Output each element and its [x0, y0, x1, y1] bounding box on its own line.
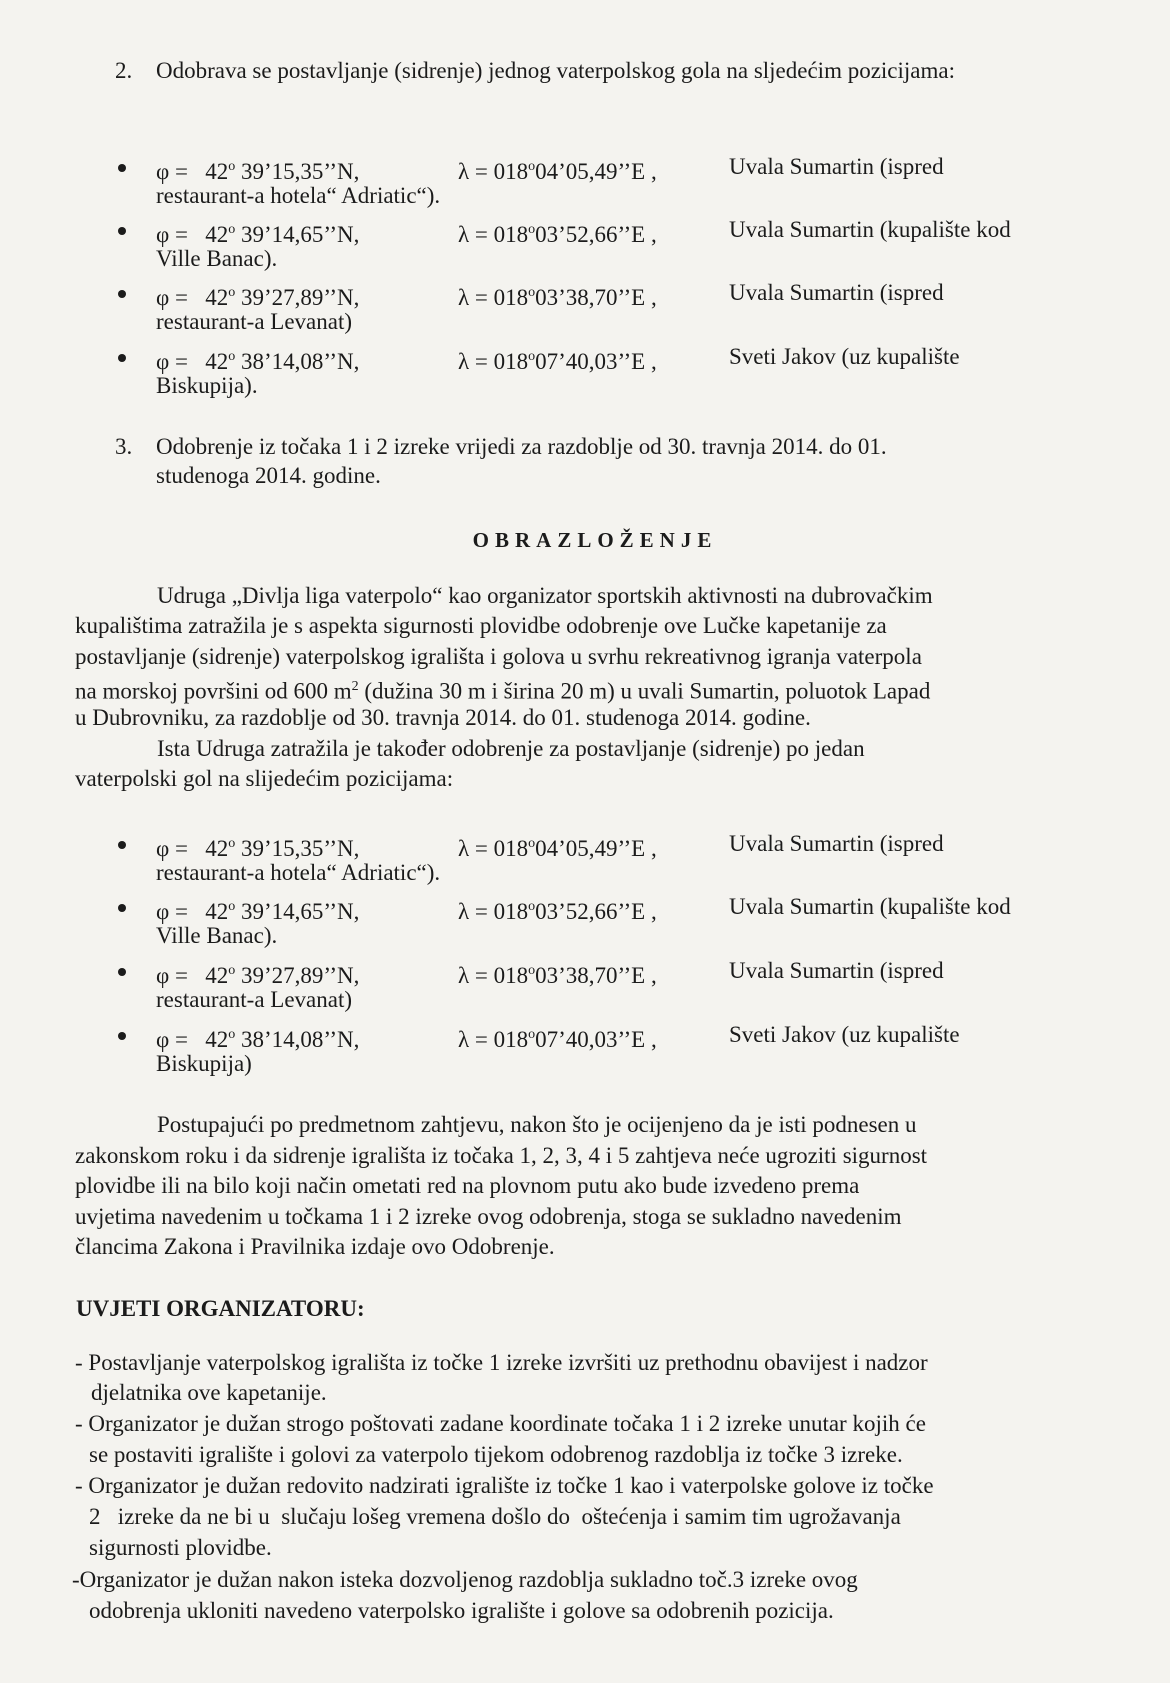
coordinate-row	[0, 956, 1170, 1016]
bullet-icon	[118, 354, 126, 362]
condition-line: se postaviti igralište i golovi za vaterpolo tijekom odobrenog razdoblja iz točke 3 izreke.	[89, 1442, 903, 1467]
location: Uvala Sumartin (kupalište kod	[729, 894, 1011, 919]
location-continued: restaurant-a Levanat)	[156, 987, 353, 1012]
paragraph-line: u Dubrovniku, za razdoblje od 30. travnja 2014. do 01. studenoga 2014. godine.	[75, 705, 811, 730]
paragraph-line: postavljanje (sidrenje) vaterpolskog igrališta i golova u svrhu rekreativnog igranja vaterpola	[75, 644, 922, 669]
paragraph-line: kupalištima zatražila je s aspekta sigurnosti plovidbe odobrenje ove Lučke kapetanije za	[75, 613, 887, 638]
latitude: φ = 42$^o$ 39’27,89’’N,	[156, 285, 360, 310]
paragraph-line: uvjetima navedenim u točkama 1 i 2 izreke ovog odobrenja, stoga se sukladno navedenim	[75, 1204, 902, 1229]
bullet-icon	[118, 227, 126, 235]
conditions-heading: UVJETI ORGANIZATORU:	[76, 1296, 365, 1321]
location: Uvala Sumartin (ispred	[729, 154, 944, 179]
item-2-text: Odobrava se postavljanje (sidrenje) jednog vaterpolskog gola na sljedećim pozicijama:	[156, 58, 955, 83]
paragraph-line: člancima Zakona i Pravilnika izdaje ovo Odobrenje.	[75, 1234, 555, 1259]
longitude: λ = 018$^o$03’38,70’’E ,	[458, 285, 657, 310]
bullet-icon	[118, 1032, 126, 1040]
latitude: φ = 42$^o$ 38’14,08’’N,	[156, 349, 360, 374]
bullet-icon	[118, 904, 126, 912]
longitude: λ = 018$^o$03’38,70’’E ,	[458, 963, 657, 988]
bullet-icon	[118, 968, 126, 976]
section-heading: OBRAZLOŽENJE	[472, 528, 718, 552]
longitude: λ = 018$^o$04’05,49’’E ,	[458, 836, 657, 861]
location-continued: restaurant-a hotela“ Adriatic“).	[156, 183, 441, 208]
location-continued: restaurant-a hotela“ Adriatic“).	[156, 860, 441, 885]
location-continued: Biskupija).	[156, 373, 258, 398]
paragraph-line: Postupajući po predmetnom zahtjevu, nakon što je ocijenjeno da je isti podnesen u	[157, 1112, 917, 1137]
coordinate-row	[0, 342, 1170, 402]
longitude: λ = 018$^o$04’05,49’’E ,	[458, 159, 657, 184]
latitude: φ = 42$^o$ 39’15,35’’N,	[156, 836, 360, 861]
location: Sveti Jakov (uz kupalište	[729, 1022, 960, 1047]
latitude: φ = 42$^o$ 39’14,65’’N,	[156, 899, 360, 924]
latitude: φ = 42$^o$ 39’14,65’’N,	[156, 222, 360, 247]
coordinate-row	[0, 152, 1170, 212]
location-continued: Biskupija)	[156, 1051, 252, 1076]
latitude: φ = 42$^o$ 39’27,89’’N,	[156, 963, 360, 988]
paragraph-line: Ista Udruga zatražila je također odobrenje za postavljanje (sidrenje) po jedan	[157, 736, 865, 761]
longitude: λ = 018$^o$07’40,03’’E ,	[458, 1027, 657, 1052]
latitude: φ = 42$^o$ 39’15,35’’N,	[156, 159, 360, 184]
longitude: λ = 018$^o$03’52,66’’E ,	[458, 222, 657, 247]
paragraph-line: na morskoj površini od 600 $m^2$ (dužina 30 m i širina 20 m) u uvali Sumartin, poluotok Lapad	[75, 678, 931, 704]
location-continued: Ville Banac).	[156, 246, 278, 271]
location: Uvala Sumartin (ispred	[729, 831, 944, 856]
condition-line: 2 izreke da ne bi u slučaju lošeg vremena došlo do oštećenja i samim tim ugrožavanja	[89, 1504, 901, 1529]
longitude: λ = 018$^o$03’52,66’’E ,	[458, 899, 657, 924]
bullet-icon	[118, 164, 126, 172]
bullet-icon	[118, 290, 126, 298]
location: Uvala Sumartin (ispred	[729, 280, 944, 305]
longitude: λ = 018$^o$07’40,03’’E ,	[458, 349, 657, 374]
location-continued: restaurant-a Levanat)	[156, 309, 353, 334]
condition-line: - Postavljanje vaterpolskog igrališta iz točke 1 izreke izvršiti uz prethodnu obavijest i nadzor	[75, 1350, 928, 1375]
location: Uvala Sumartin (ispred	[729, 958, 944, 983]
item-2-number: 2.	[115, 58, 133, 83]
condition-line: djelatnika ove kapetanije.	[91, 1380, 327, 1405]
condition-line: - Organizator je dužan strogo poštovati zadane koordinate točaka 1 i 2 izreke unutar kojih će	[75, 1411, 926, 1436]
paragraph-line: vaterpolski gol na slijedećim pozicijama:	[75, 766, 454, 791]
coordinate-row	[0, 892, 1170, 952]
item-3-line-2: studenoga 2014. godine.	[156, 463, 381, 488]
coordinate-row	[0, 215, 1170, 275]
location-continued: Ville Banac).	[156, 923, 278, 948]
location: Uvala Sumartin (kupalište kod	[729, 217, 1011, 242]
coordinate-row	[0, 829, 1170, 889]
condition-line: -Organizator je dužan nakon isteka dozvoljenog razdoblja sukladno toč.3 izreke ovog	[72, 1567, 858, 1592]
item-3-number: 3.	[115, 434, 133, 459]
condition-line: - Organizator je dužan redovito nadzirati igralište iz točke 1 kao i vaterpolske golove iz točke	[75, 1473, 934, 1498]
coordinate-row	[0, 1020, 1170, 1080]
bullet-icon	[118, 841, 126, 849]
paragraph-line: zakonskom roku i da sidrenje igrališta iz točaka 1, 2, 3, 4 i 5 zahtjeva neće ugroziti sigurnost	[75, 1143, 928, 1168]
paragraph-line: plovidbe ili na bilo koji način ometati red na plovnom putu ako bude izvedeno prema	[75, 1173, 860, 1198]
condition-line: odobrenja ukloniti navedeno vaterpolsko igralište i golove sa odobrenih pozicija.	[89, 1598, 834, 1623]
coordinate-row	[0, 278, 1170, 338]
paragraph-line: Udruga „Divlja liga vaterpolo“ kao organizator sportskih aktivnosti na dubrovačkim	[157, 583, 933, 608]
latitude: φ = 42$^o$ 38’14,08’’N,	[156, 1027, 360, 1052]
location: Sveti Jakov (uz kupalište	[729, 344, 960, 369]
item-3-line-1: Odobrenje iz točaka 1 i 2 izreke vrijedi za razdoblje od 30. travnja 2014. do 01.	[156, 434, 887, 459]
condition-line: sigurnosti plovidbe.	[89, 1535, 272, 1560]
